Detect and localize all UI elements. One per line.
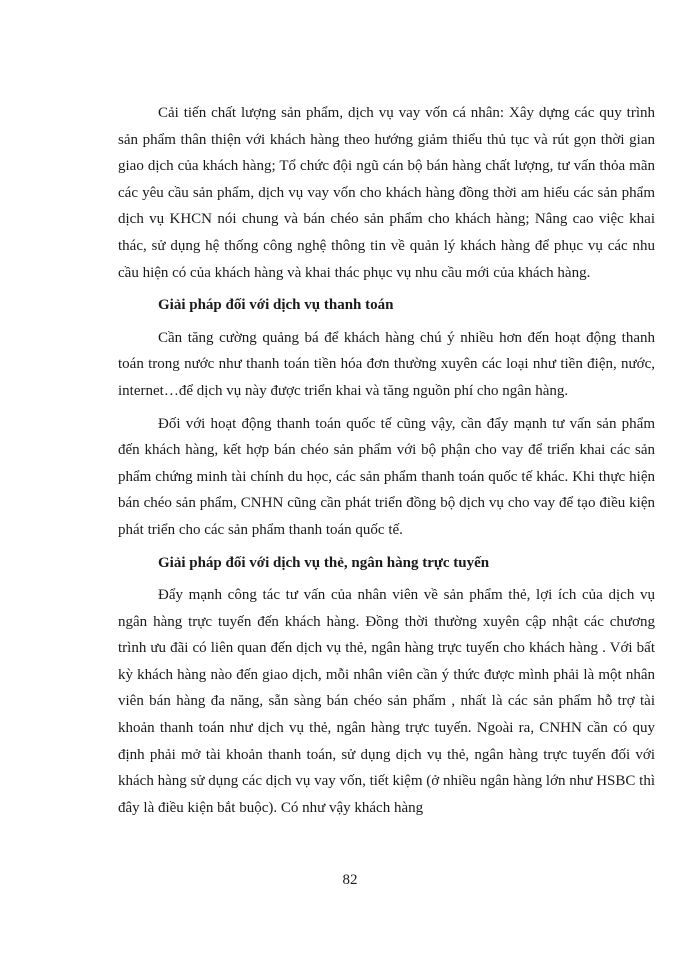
heading-payment-services: Giải pháp đối với dịch vụ thanh toán: [158, 297, 394, 314]
paragraph-card-online-banking: Đẩy mạnh công tác tư vấn của nhân viên về sản phẩm thẻ, lợi ích của dịch vụ ngân hàng trực tuyến đến khách hàng. Đồng thời thường xuyên cập nhật các chương trình ưu đãi có liên quan đến dịch vụ thẻ, ngân hàng trực tuyến cho khách hàng . Với bất kỳ khách hàng nào đến giao dịch, mỗi nhân viên cần ý thức được mình phải là một nhân viên bán hàng đa năng, sẵn sàng bán chéo sản phẩm , nhất là các sản phẩm hỗ trợ tài khoản thanh toán như dịch vụ thẻ, ngân hàng trực tuyến. Ngoài ra, CNHN cần có quy định phải mở tài khoản thanh toán, sử dụng dịch vụ thẻ, ngân hàng trực tuyến đối với khách hàng sử dụng các dịch vụ vay vốn, tiết kiệm (ở nhiều ngân hàng lớn như HSBC thì đây là điều kiện bắt buộc). Có như vậy khách hàng: [118, 587, 655, 816]
paragraph-international-payment: Đối với hoạt động thanh toán quốc tế cũng vậy, cần đẩy mạnh tư vấn sản phẩm đến khách hàng, kết hợp bán chéo sản phẩm với bộ phận cho vay để triển khai các sản phẩm chứng minh tài chính du học, các sản phẩm thanh toán quốc tế khác. Khi thực hiện bán chéo sản phẩm, CNHN cũng cần phát triển đồng bộ dịch vụ cho vay để tạo điều kiện phát triển cho các sản phẩm thanh toán quốc tế.: [118, 415, 655, 538]
paragraph-personal-loan-improvement: Cải tiến chất lượng sản phẩm, dịch vụ vay vốn cá nhân: Xây dựng các quy trình sản phẩm thân thiện với khách hàng theo hướng giảm thiểu thủ tục và rút gọn thời gian giao dịch của khách hàng; Tổ chức đội ngũ cán bộ bán hàng chất lượng, tư vấn thỏa mãn các yêu cầu sản phẩm, dịch vụ vay vốn cho khách hàng đồng thời am hiểu các sản phẩm dịch vụ KHCN nói chung và bán chéo sản phẩm cho khách hàng; Nâng cao việc khai thác, sử dụng hệ thống công nghệ thông tin về quản lý khách hàng để phục vụ các nhu cầu hiện có của khách hàng và khai thác phục vụ nhu cầu mới của khách hàng.: [118, 105, 655, 281]
page-number: 82: [342, 872, 358, 888]
document-body: [118, 100, 655, 821]
heading-card-online-banking: Giải pháp đối với dịch vụ thẻ, ngân hàng trực tuyến: [158, 554, 490, 571]
paragraph-domestic-payment: Cần tăng cường quảng bá để khách hàng chú ý nhiều hơn đến hoạt động thanh toán trong nước như thanh toán tiền hóa đơn thường xuyên các loại như tiền điện, nước, internet…để dịch vụ này được triển khai và tăng nguồn phí cho ngân hàng.: [118, 329, 655, 399]
